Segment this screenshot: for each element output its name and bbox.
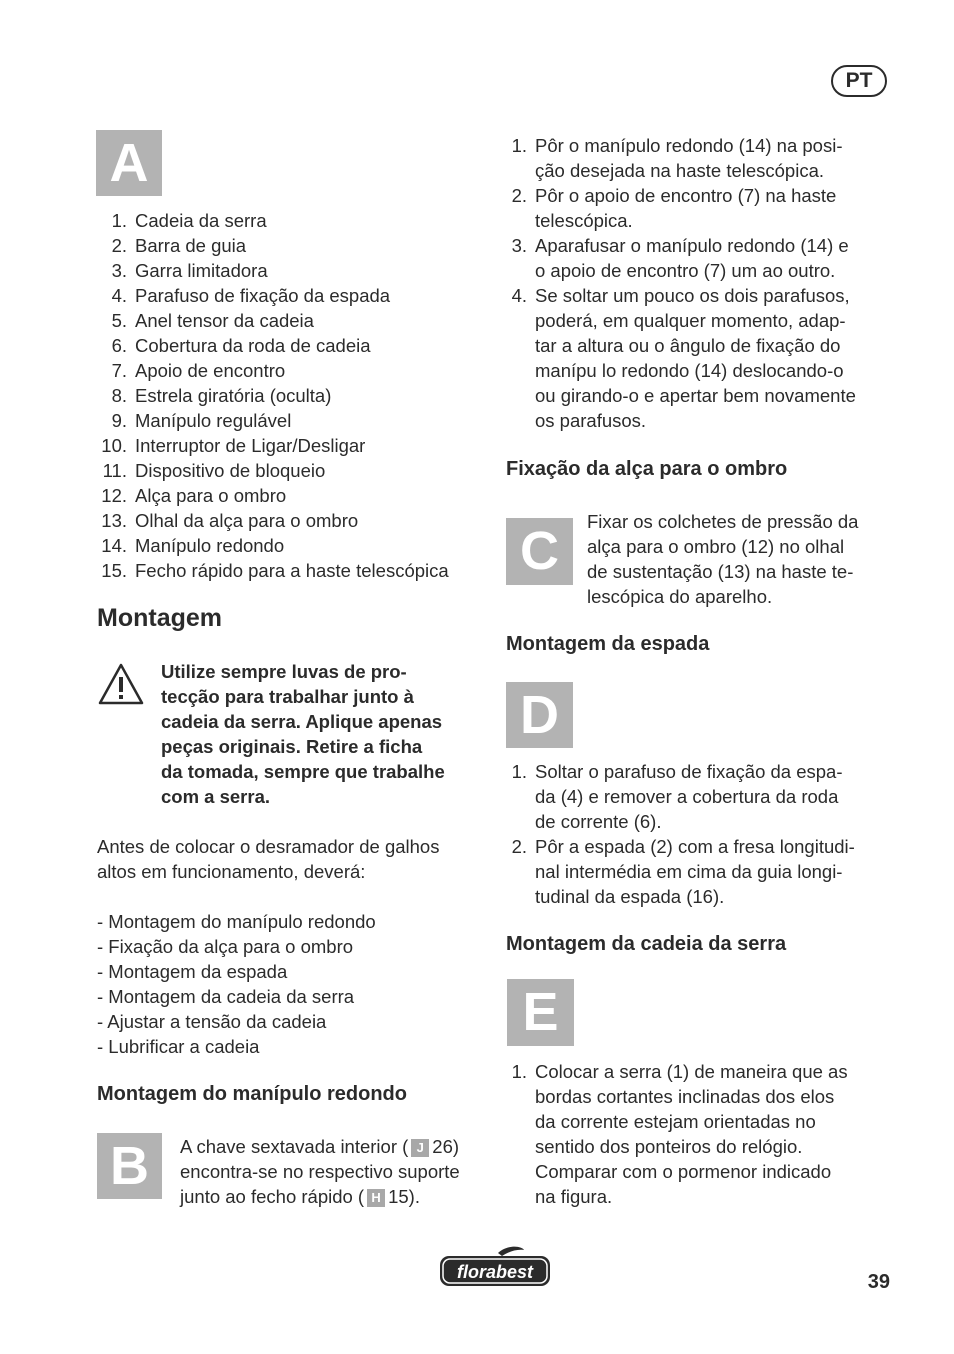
warning-line: da tomada, sempre que trabalhe: [161, 761, 445, 782]
list-item-number: 15.: [101, 560, 127, 581]
manipulo-line-1-pre: A chave sextavada interior (: [180, 1136, 409, 1157]
list-item-text: Fecho rápido para a haste telescópica: [135, 560, 449, 581]
list-item-number: 12.: [101, 485, 127, 506]
list-item-number: 2.: [511, 836, 527, 857]
language-badge: PT: [831, 65, 887, 97]
figure-a-label: A: [109, 133, 149, 193]
list-item-line: Comparar com o pormenor indicado: [535, 1161, 832, 1182]
alca-line: Fixar os colchetes de pressão da: [587, 511, 859, 532]
list-item-line: Pôr o apoio de encontro (7) na haste: [535, 185, 837, 206]
list-item-number: 1.: [111, 210, 127, 231]
figure-d-placeholder: [506, 682, 573, 748]
list-item: [97, 233, 487, 258]
list-item-number: 11.: [102, 460, 127, 481]
figure-d-label: D: [520, 685, 559, 745]
list-item-number: 7.: [111, 360, 127, 381]
list-item-number: 10.: [101, 435, 127, 456]
alca-text: [587, 509, 897, 609]
manipulo-steps-list: [497, 133, 907, 433]
list-item-text: Estrela giratória (oculta): [135, 385, 332, 406]
list-item-number: 1.: [511, 761, 527, 782]
list-item: - Lubrificar a cadeia: [97, 1036, 260, 1057]
warning-line: Utilize sempre luvas de pro-: [161, 661, 407, 682]
list-item-line: ção desejada na haste telescópica.: [535, 160, 825, 181]
cadeia-steps-list: [497, 1059, 907, 1209]
manipulo-line-3: [180, 1184, 500, 1209]
list-item-line: tudinal da espada (16).: [535, 886, 725, 907]
list-item-text: Apoio de encontro: [135, 360, 286, 381]
list-item-line: sentido dos ponteiros do relógio.: [535, 1136, 803, 1157]
list-item-number: 14.: [101, 535, 127, 556]
manipulo-line-3-post: 15).: [388, 1186, 420, 1207]
list-item-text: Anel tensor da cadeia: [135, 310, 314, 331]
list-item-line: Aparafusar o manípulo redondo (14) e: [535, 235, 849, 256]
list-item: [97, 483, 487, 508]
list-item-number: 3.: [111, 260, 127, 281]
alca-line: lescópica do aparelho.: [587, 586, 773, 607]
list-item-line: o apoio de encontro (7) um ao outro.: [535, 260, 836, 281]
list-item-number: 2.: [111, 235, 127, 256]
list-item-line: da (4) e remover a cobertura da roda: [535, 786, 839, 807]
montagem-steps-list: [97, 909, 497, 1059]
list-item: [497, 759, 907, 834]
list-item-number: 9.: [111, 410, 127, 431]
list-item-text: Parafuso de fixação da espada: [135, 285, 391, 306]
figure-c-label: C: [520, 521, 559, 581]
list-item-line: Pôr o manípulo redondo (14) na posi-: [535, 135, 843, 156]
list-item: - Montagem da cadeia da serra: [97, 986, 355, 1007]
manipulo-line-1: [180, 1134, 500, 1159]
list-item-line: de corrente (6).: [535, 811, 662, 832]
alca-line: de sustentação (13) na haste te-: [587, 561, 854, 582]
list-item-line: telescópica.: [535, 210, 633, 231]
manipulo-heading: Montagem do manípulo redondo: [97, 1083, 407, 1105]
list-item: [497, 1059, 907, 1209]
list-item: [97, 508, 487, 533]
warning-line: cadeia da serra. Aplique apenas: [161, 711, 443, 732]
list-item-line: Pôr a espada (2) com a fresa longitudi-: [535, 836, 855, 857]
list-item-text: Manípulo regulável: [135, 410, 292, 431]
list-item-line: Colocar a serra (1) de maneira que as: [535, 1061, 848, 1082]
list-item-text: Manípulo redondo: [135, 535, 285, 556]
figure-c-placeholder: [506, 518, 573, 585]
list-item-text: Cadeia da serra: [135, 210, 267, 231]
cadeia-heading: Montagem da cadeia da serra: [506, 933, 787, 955]
page-number: 39: [867, 1271, 890, 1293]
warning-text: [161, 659, 491, 809]
list-item-text: Interruptor de Ligar/Desligar: [135, 435, 366, 456]
list-item: [97, 433, 487, 458]
list-item-number: 8.: [111, 385, 127, 406]
list-item-text: Dispositivo de bloqueio: [135, 460, 326, 481]
list-item: - Ajustar a tensão da cadeia: [97, 1011, 327, 1032]
list-item: [97, 208, 487, 233]
warning-line: tecção para trabalhar junto à: [161, 686, 414, 707]
list-item: [497, 233, 907, 283]
list-item: [97, 458, 487, 483]
list-item-number: 5.: [111, 310, 127, 331]
list-item-number: 13.: [101, 510, 127, 531]
warning-line: peças originais. Retire a ficha: [161, 736, 423, 757]
alca-line: alça para o ombro (12) no olhal: [587, 536, 845, 557]
list-item: [97, 308, 487, 333]
list-item: [497, 834, 907, 909]
figure-ref-badge: H: [367, 1189, 385, 1207]
list-item-line: ou girando-o e apertar bem novamente: [535, 385, 856, 406]
list-item: [497, 283, 907, 433]
intro-line: Antes de colocar o desramador de galhos: [97, 836, 440, 857]
list-item-line: poderá, em qualquer momento, adap-: [535, 310, 846, 331]
montagem-intro: [97, 834, 497, 884]
list-item: [97, 358, 487, 383]
list-item: [497, 183, 907, 233]
list-item-line: tar a altura ou o ângulo de fixação do: [535, 335, 841, 356]
list-item-number: 4.: [511, 285, 527, 306]
list-item-text: Barra de guia: [135, 235, 247, 256]
figure-ref-badge: J: [411, 1139, 429, 1157]
espada-steps-list: [497, 759, 907, 909]
list-item: [97, 383, 487, 408]
list-item: [97, 533, 487, 558]
list-item-line: Soltar o parafuso de fixação da espa-: [535, 761, 843, 782]
warning-line: com a serra.: [161, 786, 271, 807]
list-item: - Montagem do manípulo redondo: [97, 911, 376, 932]
list-item: - Fixação da alça para o ombro: [97, 936, 354, 957]
manipulo-line-2: encontra-se no respectivo suporte: [180, 1161, 460, 1182]
list-item-number: 6.: [111, 335, 127, 356]
figure-b-label: B: [110, 1136, 149, 1196]
list-item-line: bordas cortantes inclinadas dos elos: [535, 1086, 835, 1107]
list-item-number: 2.: [511, 185, 527, 206]
figure-b-placeholder: [97, 1133, 162, 1199]
list-item-text: Olhal da alça para o ombro: [135, 510, 359, 531]
list-item-number: 1.: [511, 1061, 527, 1082]
list-item-line: manípu lo redondo (14) deslocando-o: [535, 360, 844, 381]
list-item-number: 4.: [111, 285, 127, 306]
figure-a-placeholder: [96, 130, 162, 196]
list-item: [97, 558, 487, 583]
manipulo-text: [180, 1134, 500, 1209]
list-item-line: os parafusos.: [535, 410, 647, 431]
intro-line: altos em funcionamento, deverá:: [97, 861, 366, 882]
brand-logo-text: florabest: [456, 1262, 534, 1282]
list-item: [97, 258, 487, 283]
alca-heading: Fixação da alça para o ombro: [506, 458, 788, 480]
list-item-line: na figura.: [535, 1186, 613, 1207]
list-item: [497, 133, 907, 183]
list-item-line: Se soltar um pouco os dois parafusos,: [535, 285, 850, 306]
espada-heading: Montagem da espada: [506, 633, 710, 655]
warning-icon: [97, 662, 145, 706]
list-item: [97, 283, 487, 308]
brand-logo: [438, 1244, 552, 1290]
list-item-text: Alça para o ombro: [135, 485, 287, 506]
manipulo-line-1-post: 26): [432, 1136, 460, 1157]
parts-list: [97, 208, 487, 583]
list-item-line: da corrente estejam orientadas no: [535, 1111, 816, 1132]
list-item-text: Cobertura da roda de cadeia: [135, 335, 371, 356]
figure-e-placeholder: [507, 979, 574, 1046]
list-item-line: nal intermédia em cima da guia longi-: [535, 861, 843, 882]
manipulo-line-3-pre: junto ao fecho rápido (: [180, 1186, 365, 1207]
list-item-text: Garra limitadora: [135, 260, 268, 281]
list-item: [97, 408, 487, 433]
list-item: [97, 333, 487, 358]
list-item-number: 1.: [511, 135, 527, 156]
montagem-heading: Montagem: [97, 604, 222, 632]
list-item: - Montagem da espada: [97, 961, 288, 982]
figure-e-label: E: [522, 982, 559, 1042]
list-item-number: 3.: [511, 235, 527, 256]
